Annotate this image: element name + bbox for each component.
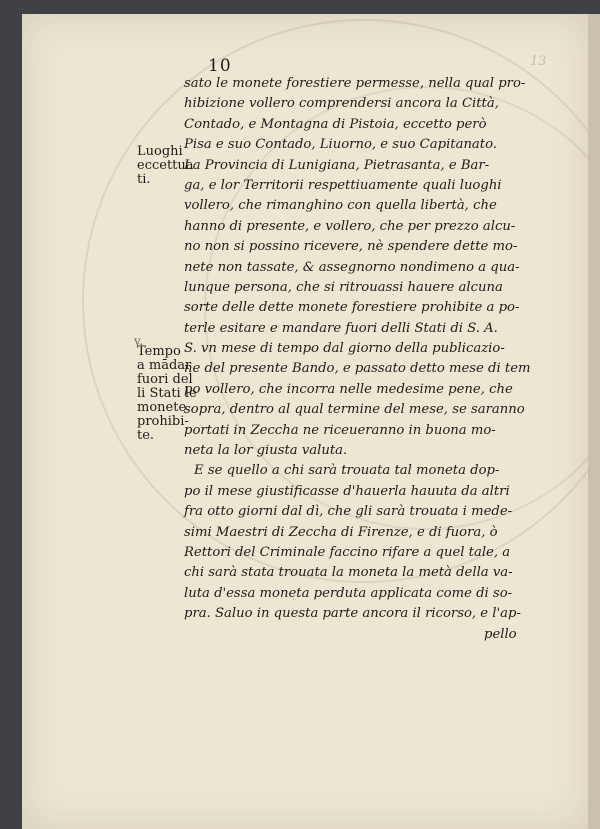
margin-note-line: a mādar xyxy=(137,358,192,373)
text-line: Pisa e suo Contado, Liuorno, e suo Capitanato. xyxy=(184,137,497,153)
text-line: neta la lor giusta valuta. xyxy=(184,443,348,459)
text-line: luta d'essa moneta perduta applicata come di so- xyxy=(184,585,513,601)
text-line: pra. Saluo in questa parte ancora il ricorso, e l'ap- xyxy=(184,606,521,622)
text-line: ga, e lor Territorii respettiuamente quali luoghi xyxy=(184,177,502,193)
text-line: lunque persona, che si ritrouassi hauere alcuna xyxy=(184,279,503,295)
text-line: ne del presente Bando, e passato detto mese di tem xyxy=(184,361,531,377)
margin-note-line: fuori del xyxy=(137,372,193,387)
text-line: E se quello a chi sarà trouata tal moneta dop- xyxy=(194,463,500,479)
text-line: sopra, dentro al qual termine del mese, se saranno xyxy=(184,402,525,418)
margin-note-line: eccettua xyxy=(137,158,194,173)
margin-note-line: prohibi- xyxy=(137,414,189,429)
text-line: chi sarà stata trouata la moneta la metà della va- xyxy=(184,565,513,581)
text-line: sorte delle dette monete forestiere prohibite a po- xyxy=(184,300,520,316)
text-line: nete non tassate, & assegnorno nondimeno a qua- xyxy=(184,259,520,275)
margin-note-line: monete xyxy=(137,400,187,415)
text-line: hanno di presente, e vollero, che per prezzo alcu- xyxy=(184,218,516,234)
text-line: portati in Zeccha ne riceueranno in buona mo- xyxy=(184,422,496,438)
text-line: terle esitare e mandare fuori delli Stati di S. A. xyxy=(184,320,498,336)
margin-note-line: te. xyxy=(137,428,155,443)
text-line: sato le monete forestiere permesse, nella qual pro- xyxy=(184,76,526,91)
text-line: Rettori del Criminale faccino rifare a quel tale, a xyxy=(184,544,511,560)
bleed-through-text xyxy=(530,54,588,814)
margin-note-line: Tempo xyxy=(137,344,181,359)
text-line: no non si possino ricevere, nè spendere dette mo- xyxy=(184,239,518,255)
text-line: po vollero, che incorra nelle medesime pene, che xyxy=(184,381,513,397)
margin-mark: v. xyxy=(134,334,144,348)
text-line: po il mese giustificasse d'hauerla hauuta da altri xyxy=(184,483,510,499)
margin-note-line: li Stati le xyxy=(137,386,197,401)
catchword: pello xyxy=(484,626,517,642)
page-number: 10 xyxy=(208,56,232,76)
text-line: Contado, e Montagna di Pistoia, eccetto però xyxy=(184,116,487,132)
text-line: fra otto giorni dal dì, che gli sarà trouata i mede- xyxy=(184,504,513,520)
adjacent-page-edge xyxy=(588,14,600,829)
text-line: hibizione vollero comprendersi ancora la Città, xyxy=(184,96,499,112)
body-text xyxy=(184,74,534,645)
text-line: vollero, che rimanghino con quella libertà, che xyxy=(184,198,497,214)
text-line: simi Maestri di Zeccha di Firenze, e di fuora, ò xyxy=(184,524,498,540)
margin-note-line: ti. xyxy=(137,172,151,187)
bleed-through-line: 13 xyxy=(530,54,547,69)
book-page xyxy=(22,14,588,829)
text-line: S. vn mese di tempo dal giorno della publicazio- xyxy=(184,341,505,357)
margin-note-line: Luoghi xyxy=(137,144,183,159)
text-line: La Provincia di Lunigiana, Pietrasanta, e Bar- xyxy=(184,157,490,173)
